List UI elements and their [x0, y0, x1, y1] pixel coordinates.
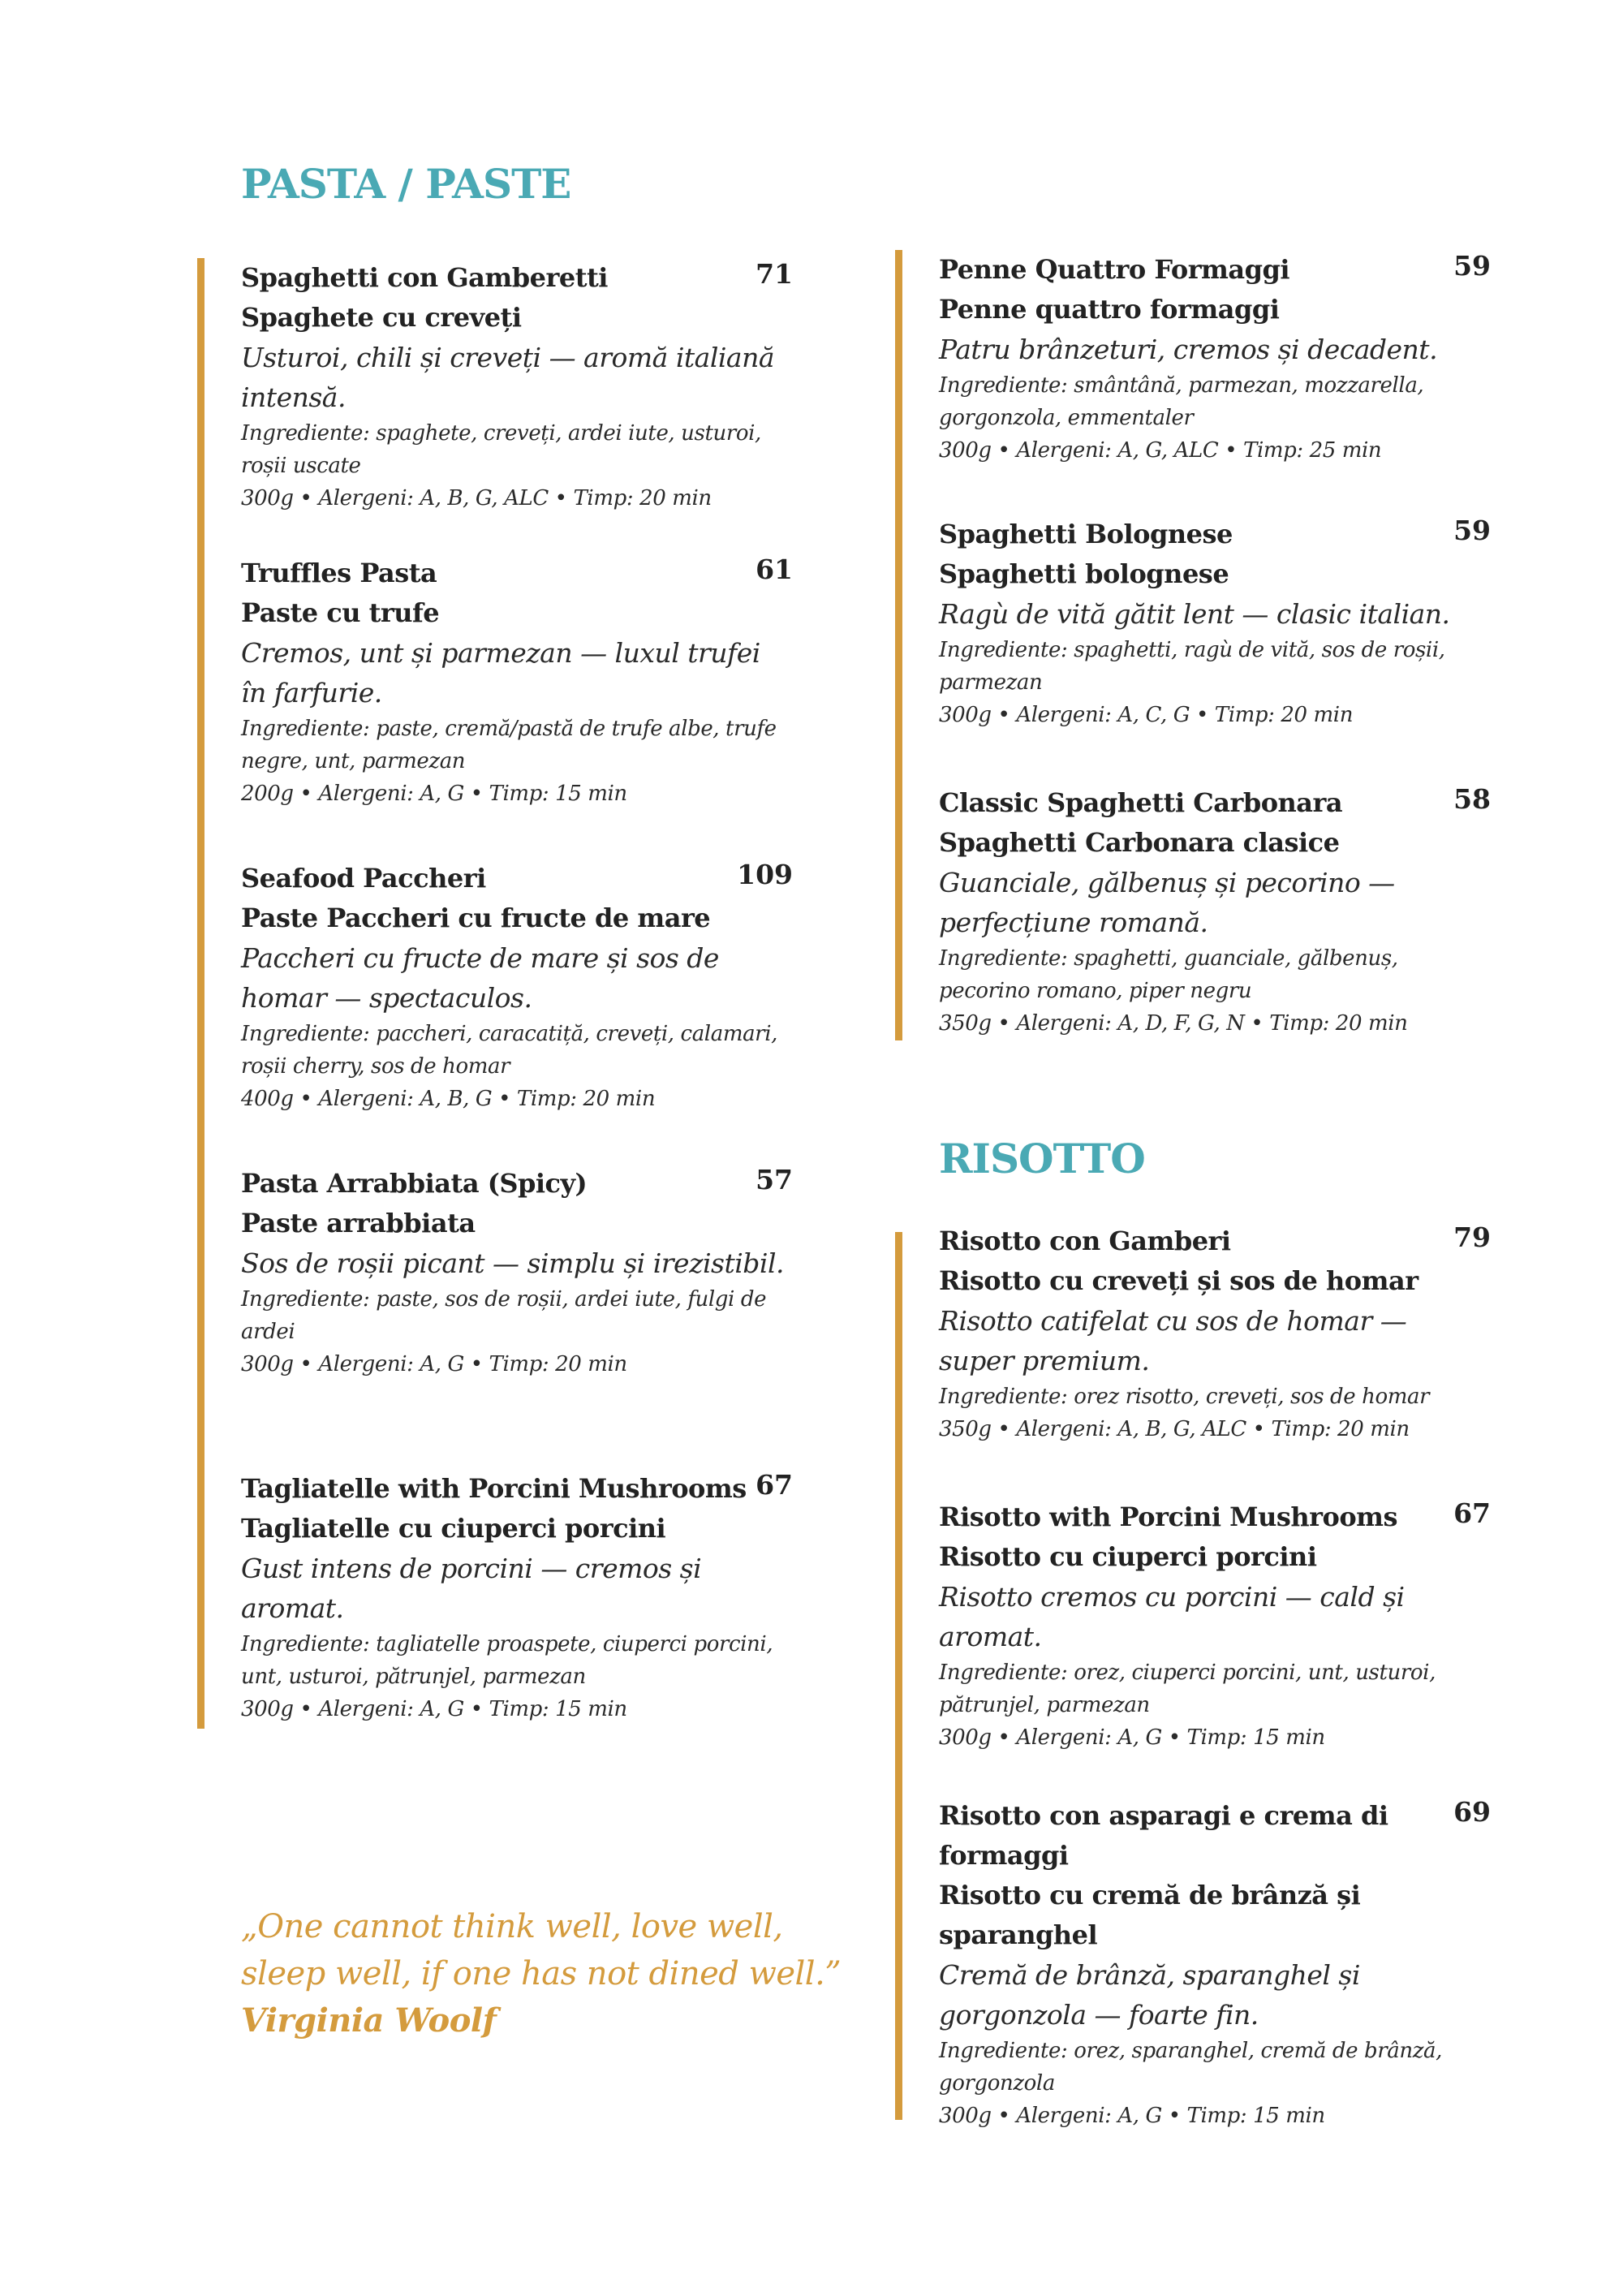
menu-item — [939, 783, 1491, 1040]
menu-item — [241, 1469, 825, 1725]
menu-item — [939, 515, 1491, 731]
menu-item — [939, 1796, 1491, 2132]
section-title-pasta: PASTA / PASTE — [241, 160, 571, 208]
dish-ingredients: Ingrediente: paste, sos de roșii, ardei iute, fulgi de ardei — [241, 1287, 767, 1344]
dish-meta: 300g • Alergeni: A, G • Timp: 15 min — [939, 1725, 1325, 1750]
dish-name-ro: Paste arrabbiata — [241, 1208, 476, 1238]
dish-name-en: Tagliatelle with Porcini Mushrooms — [241, 1473, 747, 1504]
dish-meta: 350g • Alergeni: A, B, G, ALC • Timp: 20 min — [939, 1417, 1410, 1441]
dish-name-ro: Paste Paccheri cu fructe de mare — [241, 902, 711, 933]
dish-ingredients: Ingrediente: spaghete, creveți, ardei iute, usturoi, roșii uscate — [241, 421, 761, 478]
menu-item — [939, 1497, 1491, 1754]
dish-name-ro: Risotto cu ciuperci porcini — [939, 1541, 1317, 1572]
dish-ingredients: Ingrediente: paste, cremă/pastă de trufe albe, trufe negre, unt, parmezan — [241, 717, 777, 773]
dish-meta: 400g • Alergeni: A, B, G • Timp: 20 min — [241, 1087, 656, 1111]
dish-description: Usturoi, chili și creveți — aromă italiană intensă. — [241, 342, 775, 413]
dish-name-ro: Penne quattro formaggi — [939, 294, 1280, 325]
price: 59 — [1453, 250, 1491, 282]
price: 58 — [1453, 783, 1491, 815]
right-risotto-accent-bar — [895, 1232, 902, 2120]
menu-item — [241, 554, 825, 810]
dish-ingredients: Ingrediente: tagliatelle proaspete, ciuperci porcini, unt, usturoi, pătrunjel, parmezan — [241, 1632, 773, 1689]
dish-name-ro: Spaghete cu creveți — [241, 302, 522, 333]
dish-description: Cremos, unt și parmezan — luxul trufei în farfurie. — [241, 637, 760, 709]
menu-item — [939, 250, 1491, 467]
price: 71 — [756, 258, 793, 290]
dish-ingredients: Ingrediente: spaghetti, ragù de vită, sos de roșii, parmezan — [939, 638, 1445, 695]
dish-description: Risotto cremos cu porcini — cald și aromat. — [939, 1581, 1405, 1652]
dish-meta: 300g • Alergeni: A, G • Timp: 15 min — [939, 2104, 1325, 2128]
section-title-risotto: RISOTTO — [939, 1135, 1145, 1182]
menu-item — [241, 258, 825, 515]
dish-ingredients: Ingrediente: orez, ciuperci porcini, unt, usturoi, pătrunjel, parmezan — [939, 1661, 1436, 1717]
price: 57 — [756, 1164, 793, 1195]
dish-description: Sos de roșii picant — simplu și irezistibil. — [241, 1247, 785, 1279]
dish-description: Paccheri cu fructe de mare și sos de homar — spectaculos. — [241, 942, 719, 1014]
dish-meta: 200g • Alergeni: A, G • Timp: 15 min — [241, 782, 627, 806]
dish-ingredients: Ingrediente: spaghetti, guanciale, gălbenuș, pecorino romano, piper negru — [939, 946, 1398, 1003]
dish-name-ro: Spaghetti bolognese — [939, 558, 1229, 589]
price: 109 — [737, 859, 793, 890]
dish-name-en: Penne Quattro Formaggi — [939, 254, 1290, 285]
dish-name-en: Spaghetti Bolognese — [939, 519, 1233, 549]
quote-text: „One cannot think well, love well, sleep well, if one has not dined well.” — [241, 1908, 842, 1992]
menu-item — [241, 1164, 825, 1381]
dish-name-en: Classic Spaghetti Carbonara — [939, 787, 1343, 818]
left-accent-bar — [197, 258, 204, 1729]
dish-ingredients: Ingrediente: paccheri, caracatiță, creveți, calamari, roșii cherry, sos de homar — [241, 1022, 777, 1079]
price: 61 — [756, 554, 793, 585]
dish-description: Ragù de vită gătit lent — clasic italian. — [939, 598, 1450, 630]
dish-ingredients: Ingrediente: smântână, parmezan, mozzarella, gorgonzola, emmentaler — [939, 373, 1424, 430]
dish-name-en: Truffles Pasta — [241, 558, 437, 588]
dish-name-en: Pasta Arrabbiata (Spicy) — [241, 1168, 588, 1199]
quote — [241, 1903, 858, 2044]
dish-meta: 300g • Alergeni: A, G • Timp: 20 min — [241, 1352, 627, 1376]
dish-description: Gust intens de porcini — cremos și aromat. — [241, 1553, 702, 1624]
price: 67 — [1453, 1497, 1491, 1529]
dish-name-en: Spaghetti con Gamberetti — [241, 262, 608, 293]
dish-description: Cremă de brânză, sparanghel și gorgonzola — foarte fin. — [939, 1959, 1360, 2031]
menu-item — [939, 1221, 1491, 1445]
right-pasta-accent-bar — [895, 250, 902, 1040]
dish-ingredients: Ingrediente: orez, sparanghel, cremă de brânză, gorgonzola — [939, 2039, 1442, 2096]
price: 59 — [1453, 515, 1491, 546]
menu-item — [241, 859, 825, 1115]
dish-description: Risotto catifelat cu sos de homar — super premium. — [939, 1305, 1407, 1376]
dish-name-ro: Spaghetti Carbonara clasice — [939, 827, 1340, 858]
price: 67 — [756, 1469, 793, 1501]
dish-name-en: Risotto with Porcini Mushrooms — [939, 1501, 1398, 1532]
dish-name-ro: Paste cu trufe — [241, 597, 440, 628]
dish-meta: 300g • Alergeni: A, G, ALC • Timp: 25 min — [939, 438, 1382, 463]
dish-name-ro: Risotto cu creveți și sos de homar — [939, 1265, 1419, 1296]
dish-meta: 300g • Alergeni: A, C, G • Timp: 20 min — [939, 703, 1354, 727]
dish-name-en: Risotto con Gamberi — [939, 1226, 1231, 1256]
price: 79 — [1453, 1221, 1491, 1253]
dish-meta: 300g • Alergeni: A, B, G, ALC • Timp: 20 min — [241, 486, 712, 510]
dish-description: Guanciale, gălbenuș și pecorino — perfecțiune romană. — [939, 867, 1395, 938]
dish-name-en: Seafood Paccheri — [241, 863, 486, 894]
quote-author: Virginia Woolf — [241, 2001, 497, 2040]
price: 69 — [1453, 1796, 1491, 1828]
dish-name-ro: Risotto cu cremă de brânză și sparanghel — [939, 1880, 1361, 1950]
dish-ingredients: Ingrediente: orez risotto, creveți, sos de homar — [939, 1385, 1430, 1409]
dish-name-ro: Tagliatelle cu ciuperci porcini — [241, 1513, 666, 1544]
dish-description: Patru brânzeturi, cremos și decadent. — [939, 334, 1438, 365]
dish-meta: 300g • Alergeni: A, G • Timp: 15 min — [241, 1697, 627, 1721]
dish-name-en: Risotto con asparagi e crema di formaggi — [939, 1800, 1388, 1871]
dish-meta: 350g • Alergeni: A, D, F, G, N • Timp: 20 min — [939, 1011, 1408, 1036]
